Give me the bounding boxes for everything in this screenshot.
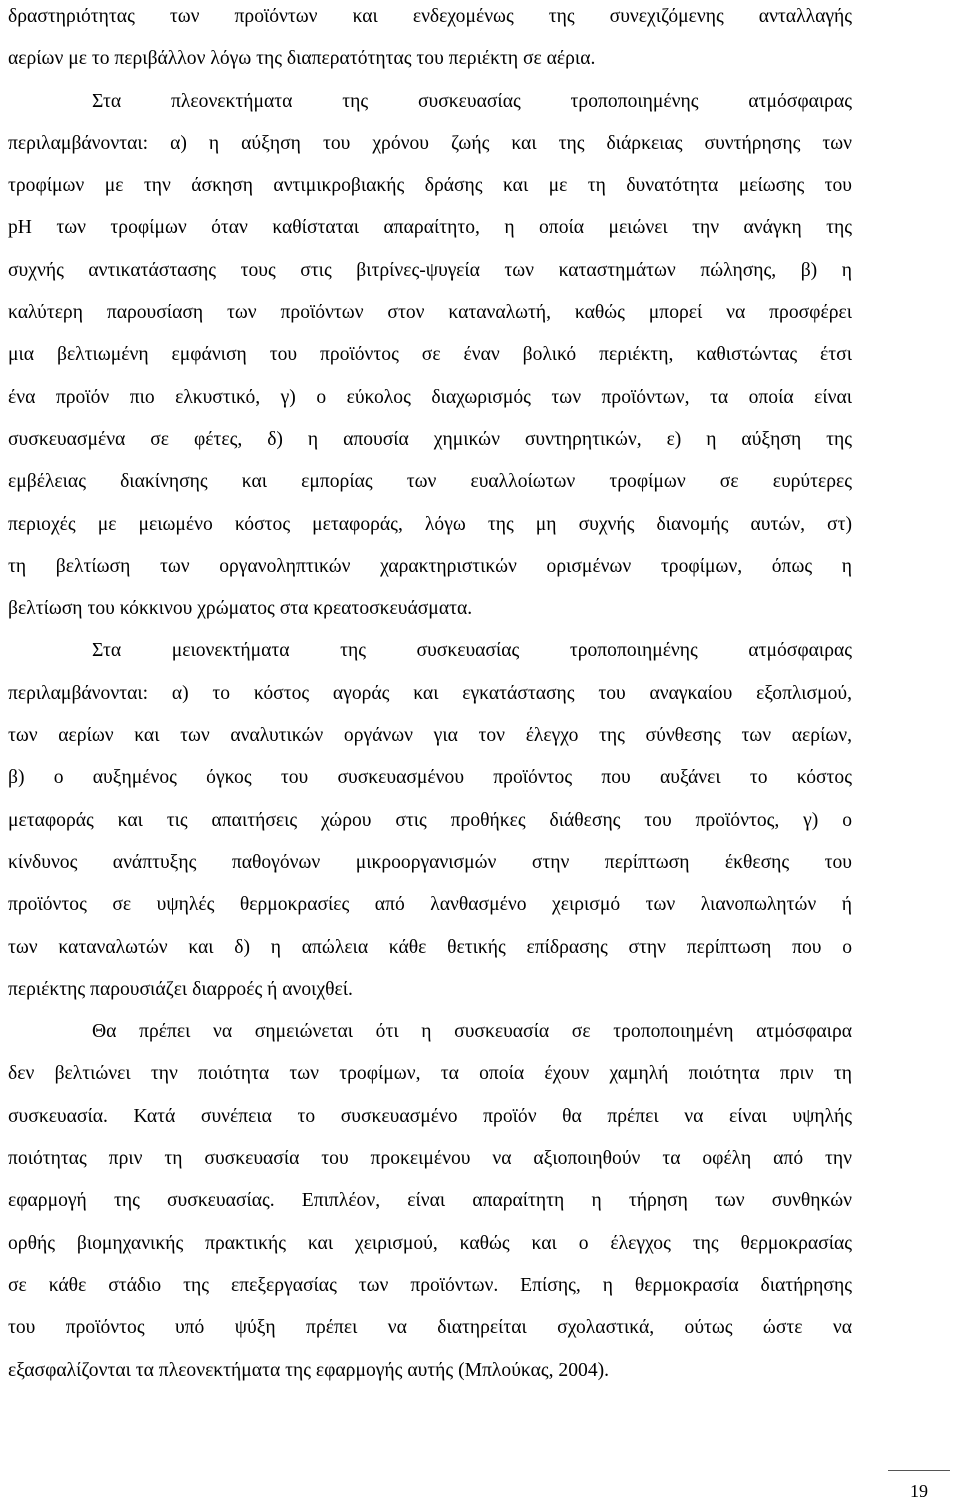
text-line: αερίων με το περιβάλλον λόγω της διαπερατότητας του περιέκτη σε αέρια. [8, 48, 596, 70]
footer-divider [888, 1470, 950, 1471]
text-line: του προϊόντος υπό ψύξη πρέπει να διατηρείται σχολαστικά, ούτως ώστε να [8, 1317, 852, 1339]
paragraph-continuation [8, 0, 852, 81]
page-body [8, 0, 852, 1392]
text-line: βελτίωση του κόκκινου χρώματος στα κρεατοσκευάσματα. [8, 598, 473, 620]
text-line: συσκευασία. Κατά συνέπεια το συσκευασμένο προϊόν θα πρέπει να είναι υψηλής [8, 1105, 852, 1127]
text-line: εμβέλειας διακίνησης και εμπορίας των ευαλλοίωτων τροφίμων σε ευρύτερες [8, 471, 852, 493]
text-line: κίνδυνος ανάπτυξης παθογόνων μικροοργανισμών στην περίπτωση έκθεσης του [8, 851, 852, 873]
text-line: pH των τροφίμων όταν καθίσταται απαραίτητο, η οποία μειώνει την ανάγκη της [8, 217, 852, 239]
paragraph-advantages [8, 81, 852, 631]
text-line: β) ο αυξημένος όγκος του συσκευασμένου προϊόντος που αυξάνει το κόστος [8, 767, 852, 789]
text-line: Στα πλεονεκτήματα της συσκευασίας τροποποιημένης ατμόσφαιρας [92, 90, 852, 112]
text-line: περιοχές με μειωμένο κόστος μεταφοράς, λόγω της μη συχνής διανομής αυτών, στ) [8, 513, 852, 535]
text-line: Θα πρέπει να σημειώνεται ότι η συσκευασία σε τροποποιημένη ατμόσφαιρα [92, 1021, 852, 1043]
paragraph-disadvantages [8, 630, 852, 1011]
text-line: μια βελτιωμένη εμφάνιση του προϊόντος σε έναν βολικό περιέκτη, καθιστώντας έτσι [8, 344, 852, 366]
paragraph-conclusion [8, 1011, 852, 1392]
text-line: ένα προϊόν πιο ελκυστικό, γ) ο εύκολος διαχωρισμός των προϊόντων, τα οποία είναι [8, 386, 852, 408]
text-line: περιλαμβάνονται: α) το κόστος αγοράς και εγκατάστασης του αναγκαίου εξοπλισμού, [8, 682, 852, 704]
text-line: περιλαμβάνονται: α) η αύξηση του χρόνου ζωής και της διάρκειας συντήρησης των [8, 132, 852, 154]
text-line: μεταφοράς και τις απαιτήσεις χώρου στις προθήκες διάθεσης του προϊόντος, γ) ο [8, 809, 852, 831]
text-line: συσκευασμένα σε φέτες, δ) η απουσία χημικών συντηρητικών, ε) η αύξηση της [8, 428, 852, 450]
text-line: των αερίων και των αναλυτικών οργάνων για τον έλεγχο της σύνθεσης των αερίων, [8, 725, 852, 747]
text-line: σε κάθε στάδιο της επεξεργασίας των προϊόντων. Επίσης, η θερμοκρασία διατήρησης [8, 1274, 852, 1296]
page-number: 19 [910, 1481, 928, 1501]
text-line: περιέκτης παρουσιάζει διαρροές ή ανοιχθεί. [8, 978, 353, 1000]
text-line: εξασφαλίζονται τα πλεονεκτήματα της εφαρμογής αυτής (Μπλούκας, 2004). [8, 1359, 610, 1381]
text-line: των καταναλωτών και δ) η απώλεια κάθε θετικής επίδρασης στην περίπτωση που ο [8, 936, 852, 958]
text-line: ορθής βιομηχανικής πρακτικής και χειρισμού, καθώς και ο έλεγχος της θερμοκρασίας [8, 1232, 852, 1254]
text-line: τη βελτίωση των οργανοληπτικών χαρακτηριστικών ορισμένων τροφίμων, όπως η [8, 555, 852, 577]
text-line: τροφίμων με την άσκηση αντιμικροβιακής δράσης και με τη δυνατότητα μείωσης του [8, 175, 852, 197]
text-line: δεν βελτιώνει την ποιότητα των τροφίμων, τα οποία έχουν χαμηλή ποιότητα πριν τη [8, 1063, 852, 1085]
text-line: δραστηριότητας των προϊόντων και ενδεχομένως της συνεχιζόμενης ανταλλαγής [8, 6, 852, 27]
text-line: εφαρμογή της συσκευασίας. Επιπλέον, είναι απαραίτητη η τήρηση των συνθηκών [8, 1190, 852, 1212]
text-line: καλύτερη παρουσίαση των προϊόντων στον καταναλωτή, καθώς μπορεί να προσφέρει [8, 302, 852, 324]
text-line: συχνής αντικατάστασης τους στις βιτρίνες-ψυγεία των καταστημάτων πώλησης, β) η [8, 259, 852, 281]
text-line: προϊόντος σε υψηλές θερμοκρασίες από λανθασμένο χειρισμό των λιανοπωλητών ή [8, 894, 852, 916]
text-line: Στα μειονεκτήματα της συσκευασίας τροποποιημένης ατμόσφαιρας [92, 640, 852, 662]
text-line: ποιότητας πριν τη συσκευασία του προκειμένου να αξιοποιηθούν τα οφέλη από την [8, 1148, 852, 1170]
